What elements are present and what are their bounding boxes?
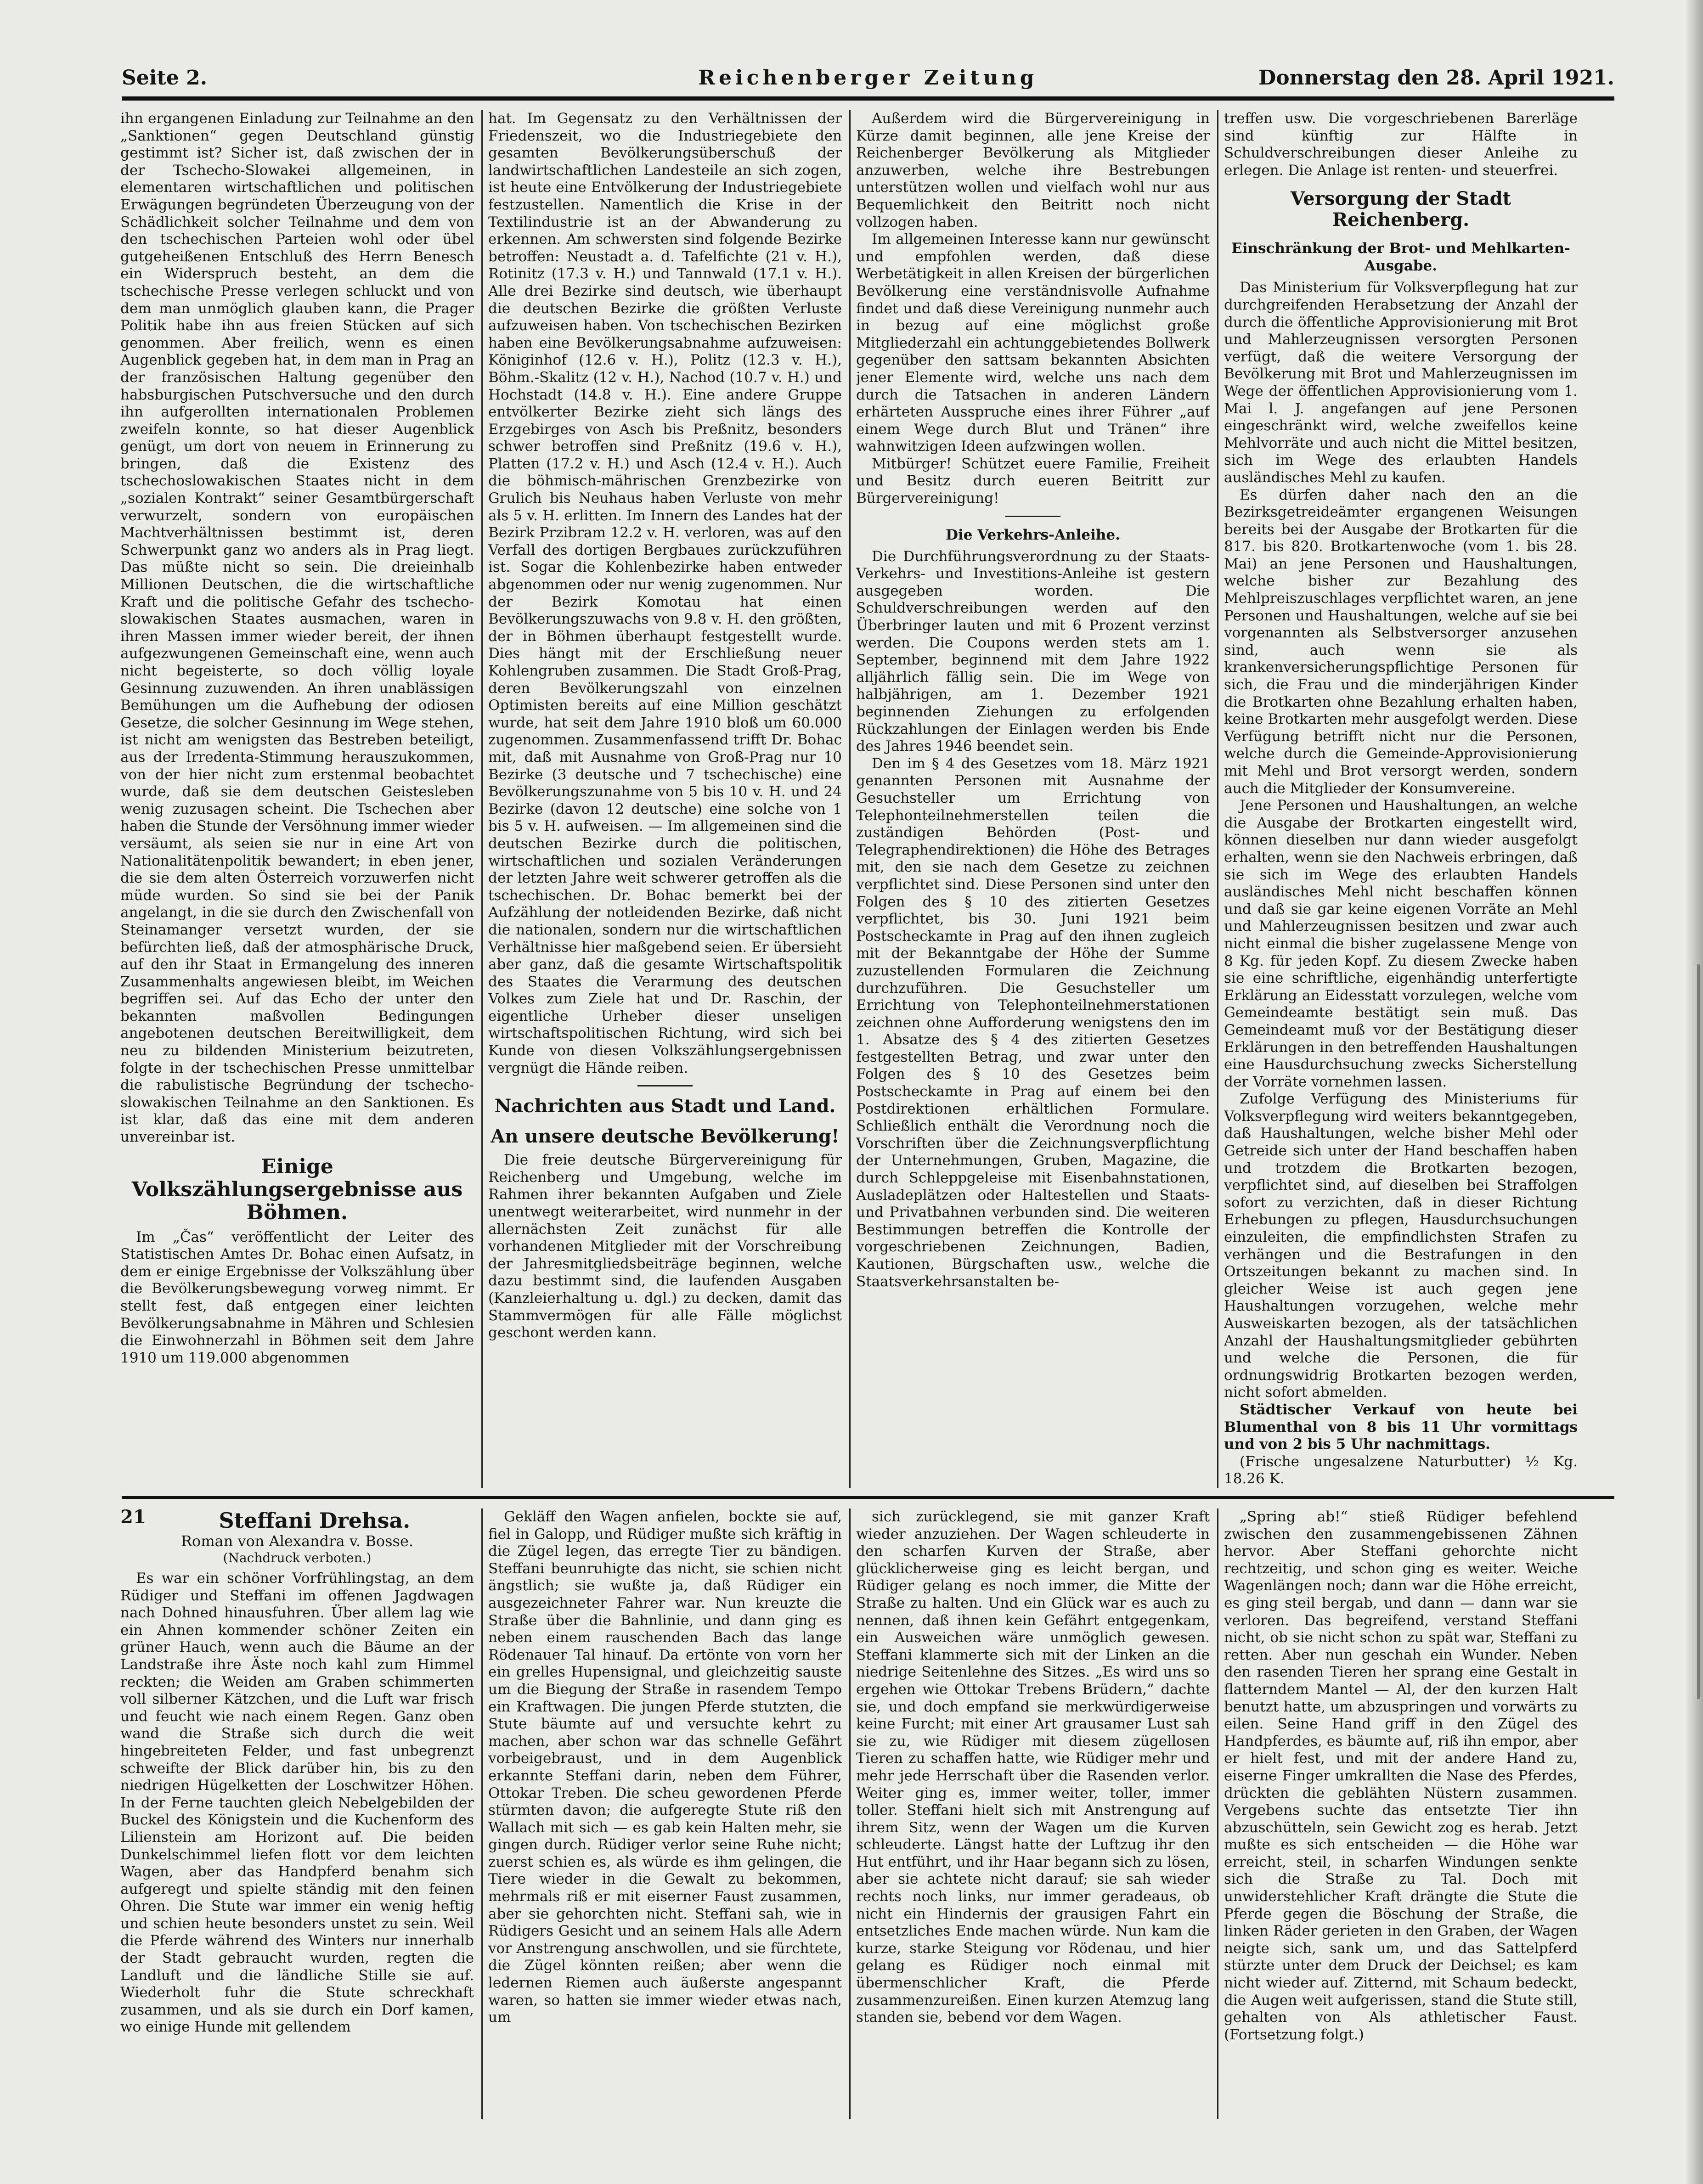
- article-census-text: Im „Čas“ veröffentlicht der Leiter des Statistischen Amtes Dr. Bohac einen Aufsatz, in dem er einige Ergebnisse der Volkszählung über die Bevölkerungsbewegung vorweg nimmt. Er stellt fest, daß entgegen einer leichten Bevölkerungsabnahme in Mähren und Schlesien die Einwohnerzahl in Böhmen seit dem Jahre 1910 um 119.000 abgenommen: [120, 1228, 474, 1366]
- novel-text: Es war ein schöner Vorfrühlingstag, an dem Rüdiger und Steffani im offenen Jagdwagen nach Dohned hinausfuhren. Über allem lag wie ein Ahnen kommender schöner Zeiten ein grüner Hauch, wenn auch die Bäume an der Landstraße ihre Äste noch kahl zum Himmel reckten; die Weiden am Graben schimmerten voll silberner Kätzchen, und die Luft war frisch und feucht wie nach einem Regen. Ganz oben wand die Straße sich durch die weit hingebreiteten Felder, und fast unbegrenzt schweifte der Blick darüber hin, bis zu den niedrigen Hügelketten der Loschwitzer Höhen. In der Ferne tauchten gleich Nebelgebilden der Buckel des Königstein und die Kuchenform des Lilienstein am Horizont auf. Die beiden Dunkelschimmel liefen flott vor dem leichten Wagen, aber das Handpferd benahm sich aufgeregt und spielte ständig mit den feinen Ohren. Die Stute war immer ein wenig heftig und schien heute besonders unstet zu sein. Weil die Pferde während des Winters nur innerhalb der Stadt gebraucht wurden, regten die Landluft und die ländliche Stille sie auf. Wiederholt fuhr die Stute schreckhaft zusammen, und als sie durch ein Dorf kamen, wo einige Hunde mit gellendem: [120, 1570, 474, 2036]
- column-rule: [1217, 110, 1218, 1488]
- heading-city-supply: Versorgung der Stadt Reichenberg.: [1290, 188, 1511, 231]
- section-divider: [1005, 516, 1060, 517]
- scan-edge-line: [1697, 964, 1700, 1699]
- column-rule: [849, 1509, 851, 2119]
- article-supply-text-4: Zufolge Verfügung des Ministeriums für Volksverpflegung wird weiters bekanntgegeben, daß Haushaltungen, welche bisher Mehl oder Getreide sich unter der Hand beschaffen haben und trotzdem die Brotkarten bezogen, verpflichtet sind, auf dieselben bei Straffolgen sofort zu verzichten, daß in dieser Richtung Erhebungen zu pflegen, Hausdurchsuchungen einzuleiten, die empfindlichsten Strafen zu verhängen und die Bestrafungen in den Ortszeitungen bekannt zu machen sind. In gleicher Weise ist auch gegen jene Haushaltungen vorzugehen, welche mehr Ausweiskarten bezogen, als der tatsächlichen Anzahl der Haushaltungsmitglieder gebührten und welche die Personen, die für ordnungswidrig Brotkarten bezogen werden, nicht sofort abmelden.: [1224, 1091, 1578, 1401]
- section-divider: [637, 1085, 693, 1086]
- column-3: [856, 110, 1210, 1488]
- article-census-continued: hat. Im Gegensatz zu den Verhältnissen der Friedenszeit, wo die Industriegebiete den gesamten Bevölkerungsüberschuß der landwirtschaftlichen Landesteile an sich zogen, ist heute eine Entvölkerung der Industriegebiete festzustellen. Namentlich die Krise in der Textilindustrie ist an der Abwanderung zu erkennen. Am schwersten sind folgende Bezirke betroffen: Neustadt a. d. Tafelfichte (21 v. H.), Rotinitz (17.3 v. H.) und Tannwald (17.1 v. H.). Alle drei Bezirke sind deutsch, wie überhaupt die deutschen Bezirke die größten Verluste aufzuweisen haben. Von tschechischen Bezirken haben eine Bevölkerungsabnahme aufzuweisen: Königinhof (12.6 v. H.), Politz (12.3 v. H.), Böhm.-Skalitz (12 v. H.), Nachod (10.7 v. H.) und Hochstadt (14.8 v. H.). Eine andere Gruppe entvölkerter Bezirke zieht sich längs des Erzgebirges von Asch bis Preßnitz, besonders schwer betroffen sind Preßnitz (19.6 v. H.), Platten (17.2 v. H.) und Asch (12.4 v. H.). Auch die böhmisch-mährischen Grenzbezirke von Grulich bis Neuhaus haben Verluste von mehr als 5 v. H. erlitten. Im Innern des Landes hat der Bezirk Przibram 12.2 v. H. verloren, was auf den Verfall des dortigen Bergbaues zurückzuführen ist. Sogar die Kohlenbezirke haben entweder abgenommen oder nur wenig zugenommen. Nur der Bezirk Komotau hat einen Bevölkerungszuwachs von 9.8 v. H. den größten, der in Böhmen überhaupt festgestellt wurde. Dies hängt mit der Erschließung neuer Kohlengruben zusammen. Die Stadt Groß-Prag, deren Bevölkerungszahl von einzelnen Optimisten bereits auf eine Million geschätzt wurde, hat seit dem Jahre 1910 bloß um 60.000 zugenommen. Zusammenfassend trifft Dr. Bohac mit, daß mit Ausnahme von Groß-Prag nur 10 Bezirke (3 deutsche und 7 tschechische) eine Bevölkerungszunahme von 5 bis 10 v. H. und 24 Bezirke (davon 12 deutsche) eine solche von 1 bis 5 v. H. aufweisen. — Im allgemeinen sind die deutschen Bezirke durch die politischen, wirtschaftlichen und sozialen Veränderungen der letzten Jahre weit schwerer getroffen als die tschechischen. Dr. Bohac bemerkt bei der Aufzählung der notleidenden Bezirke, daß nicht die nationalen, sondern nur die wirtschaftlichen Verhältnisse hier maßgebend seien. Er übersieht aber ganz, daß die gesamte Wirtschaftspolitik des Staates die Verarmung des deutschen Volkes zum Ziele hat und Dr. Raschin, der eigentliche Urheber dieser unseligen wirtschaftspolitischen Richtung, wird sich bei Kunde von diesen Volkszählungsergebnissen vergnügt die Hände reiben.: [488, 110, 842, 1076]
- article-appeal-call: Mitbürger! Schützet euere Familie, Freiheit und Besitz durch eueren Beitritt zur Bürgervereinigung!: [856, 455, 1210, 507]
- column-rule: [481, 1509, 483, 2119]
- column-2: [488, 110, 842, 1488]
- article-supply-text: Das Ministerium für Volksverpflegung hat zur durchgreifenden Herabsetzung der Anzahl der durch die öffentliche Approvisionierung mit Brot und Mahlerzeugnissen versorgten Personen verfügt, daß die weitere Versorgung der Bevölkerung mit Brot und Mahlerzeugnissen im Wege der öffentlichen Approvisionierung vom 1. Mai l. J. angefangen auf jene Personen eingeschränkt wird, welche zweifellos keine Mehlvorräte und auch nicht die Mittel besitzen, sich im Wege des erlaubten Handels ausländisches Mehl zu kaufen.: [1224, 279, 1578, 486]
- subheading-bread-cards: Einschränkung der Brot- und Mehlkarten-Ausgabe.: [1231, 240, 1570, 275]
- column-rule: [849, 110, 851, 1488]
- article-loan-details: Den im § 4 des Gesetzes vom 18. März 1921 genannten Personen mit Ausnahme der Gesuchsteller um Errichtung von Telephonteilnehmerstellen teilen die zuständigen Behörden (Post- und Telegraphendirektionen) die Höhe des Betrages mit, den sie nach dem Gesetze zu zeichnen verpflichtet sind. Diese Personen sind unter den Folgen des § 10 des zitierten Gesetzes verpflichtet, bis 30. Juni 1921 beim Postscheckamte in Prag auf den ihnen zugleich mit der Bekanntgabe der Höhe der Summe zuzustellenden Formularen die Zeichnung durchzuführen. Die Gesuchsteller um Errichtung von Telephonteilnehmerstationen zeichnen ohne Aufforderung wenigstens den im 1. Absatze des § 4 des zitierten Gesetzes festgestellten Betrag, und zwar unter den Folgen des § 10 des Gesetzes beim Postscheckamte in Prag auf einem bei den Postdirektionen erhältlichen Formulare. Schließlich enthält die Verordnung noch die Vorschriften über die Zeichnungsverpflichtung der Unternehmungen, Gruben, Magazine, die durch Schleppgeleise mit Eisenbahnstationen, Ausladeplätzen oder Haltestellen und Staats- und Privatbahnen verbunden sind. Die weiteren Bestimmungen betreffen die Kontrolle der vorgeschriebenen Zeichnungen, Badien, Kautionen, Bürgschaften usw., welche die Staatsverkehrsanstalten be-: [856, 755, 1210, 1290]
- novel-column-1: [120, 1509, 474, 2119]
- novel-title: Steffani Drehsa.: [219, 1509, 411, 1533]
- price-butter: (Frische ungesalzene Naturbutter) ½ Kg. 18.26 K.: [1224, 1453, 1578, 1487]
- article-appeal-text: Die freie deutsche Bürgervereinigung für Reichenberg und Umgebung, welche im Rahmen ihrer bekannten Aufgaben und Ziele unentwegt weiterarbeitet, wird nunmehr in der allernächsten Zeit zunächst für alle vorhandenen Mitglieder mit der Vorschreibung der Jahresmitgliedsbeiträge beginnen, welche dazu bestimmt sind, die laufenden Ausgaben (Kanzleierhaltung u. dgl.) zu decken, damit das Stammvermögen für alle Fälle möglichst geschont werden kann.: [488, 1152, 842, 1341]
- heading-census-results: Einige Volkszählungsergebnisse aus Böhmen.: [131, 1154, 463, 1224]
- novel-column-4: [1224, 1509, 1578, 2119]
- heading-traffic-loan: Die Verkehrs-Anleihe.: [946, 526, 1120, 543]
- article-loan-continued: treffen usw. Die vorgeschriebenen Barerläge sind künftig zur Hälfte in Schuldverschreibungen dieser Anleihe zu erlegen. Die Anlage ist renten- und steuerfrei.: [1224, 110, 1578, 179]
- reprint-note: (Nachdruck verboten.): [223, 1550, 372, 1565]
- feuilleton-divider: [122, 1496, 1614, 1499]
- column-rule: [481, 110, 483, 1488]
- article-supply-text-3: Jene Personen und Haushaltungen, an welche die Ausgabe der Brotkarten eingestellt wird, können dieselben nur dann wieder ausgefolgt erhalten, wenn sie den Nachweis erbringen, daß sie sich im Wege des erlaubten Handels ausländisches Mehl nicht beschaffen können und daß sie gar keine eigenen Vorräte an Mehl und Mahlerzeugnissen besitzen und zwar auch nicht einmal die bisher zugelassene Menge von 8 Kg. für jeden Kopf. Zu diesem Zwecke haben sie eine schriftliche, eigenhändig unterfertigte Erklärung an Eidesstatt vorzulegen, welche vom Gemeindeamte bestätigt sein muß. Das Gemeindeamt muß vor der Bestätigung dieser Erklärungen in den betreffenden Haushaltungen eine Hausdurchsuchung zwecks Sicherstellung der Vorräte vornehmen lassen.: [1224, 797, 1578, 1090]
- newspaper-title: Reichenberger Zeitung: [698, 66, 1038, 90]
- article-appeal-interest: Im allgemeinen Interesse kann nur gewünscht und empfohlen werden, daß diese Werbetätigkeit in allen Kreisen der bürgerlichen Bevölkerung eine verständnisvolle Aufnahme findet und daß diese Vereinigung nunmehr auch in bezug auf eine möglichst große Mitgliederzahl ein achtunggebietendes Bollwerk gegenüber den sattsam bekannten Absichten jener Elemente wird, welche uns nach dem durch die Tatsachen in anderen Ländern erhärteten Ausspruche eines ihrer Führer „auf einem Wege durch Blut und Tränen“ ihre wahnwitzigen Ideen aufzwingen wollen.: [856, 231, 1210, 455]
- heading-appeal: An unsere deutsche Bevölkerung!: [491, 1126, 840, 1148]
- article-czech-sanctions-text: ihn ergangenen Einladung zur Teilnahme an den „Sanktionen“ gegen Deutschland günstig gestimmt ist? Sicher ist, daß zwischen der in der Tschecho-Slowakei allgemeinen, in elementaren wirtschaftlichen und politischen Erwägungen begründeten Überzeugung von der Schädlichkeit solcher Teilnahme und dem von den tschechischen Parteien wohl oder übel gutgeheißenen Entschluß des Herrn Benesch ein Widerspruch besteht, an dem die tschechische Presse verlegen schluckt und von dem man unmöglich glauben kann, die Prager Politik habe ihn aus freien Stücken auf sich genommen. Aber freilich, wenn es einen Augenblick gegeben hat, in dem man in Prag an der französischen Haltung gegenüber den habsburgischen Putschversuche und den durch ihn aufgerollten internationalen Problemen zweifeln konnte, so hat dieser Augenblick genügt, um dort von neuem in Erinnerung zu bringen, daß die Existenz des tschechoslowakischen Staates nicht in dem „sozialen Kontrakt“ seiner Gesamtbürgerschaft verwurzelt, sondern von europäischen Machtverhältnissen bestimmt ist, deren Schwerpunkt ganz wo anders als in Prag liegt. Das müßte nicht so sein. Die dreieinhalb Millionen Deutschen, die die wirtschaftliche Kraft und die politische Gefahr des tschecho-slowakischen Staates ausmachen, waren in ihren Massen immer wieder bereit, der ihnen aufgezwungenen Gemeinschaft eine, wenn auch nicht begeisterte, so doch völlig loyale Gesinnung zuzuwenden. An ihren unablässigen Bemühungen um die Aufhebung der odiosen Gesetze, die solcher Gesinnung im Wege stehen, ist nicht am wenigsten das Bestreben beteiligt, aus der Irredenta-Stimmung herauszukommen, von der hier nicht zum erstenmal beobachtet wurde, daß sie dem deutschen Geistesleben wenig zuzusagen scheint. Die Tschechen aber haben die Stunde der Versöhnung immer wieder versäumt, als seien sie nur in eine Art von Nationalitätenpolitik bewandert; in eben jener, die sie dem alten Österreich vorzuwerfen nicht müde wurden. So sind sie bei der Panik angelangt, in die sie durch den Zwischenfall von Steinamanger versetzt wurden, der sie befürchten ließ, daß der atmosphärische Druck, auf den ihr Staat in Ermangelung des inneren Zusammenhalts angewiesen bleibt, im Weichen begriffen sei. Auf das Echo der unter den bekannten maßvollen Bedingungen angebotenen deutschen Bereitwilligkeit, dem neu zu bildenden Ministerium beizutreten, folgte in der tschechischen Presse unmittelbar die rabulistische Begründung der tschecho-slowakischen Teilnahme an den Sanktionen. Es ist klar, daß das eine mit dem anderen unvereinbar ist.: [120, 110, 474, 1146]
- novel-author: Roman von Alexandra v. Bosse.: [180, 1532, 414, 1550]
- novel-text: sich zurücklegend, sie mit ganzer Kraft wieder anzuziehen. Der Wagen schleuderte in den scharfen Kurven der Straße, aber glücklicherweise ging es leicht bergan, und Rüdiger gelang es noch immer, die Mitte der Straße zu halten. Und ein Glück war es auch zu nennen, daß ihnen kein Gefährt entgegenkam, ein Ausweichen wäre unmöglich gewesen. Steffani klammerte sich mit der Linken an die niedrige Seitenlehne des Sitzes. „Es wird uns so ergehen wie Ottokar Trebens Brüdern,“ dachte sie, und doch empfand sie merkwürdigerweise keine Furcht; mit einer Art grausamer Lust sah sie zu, wie Rüdiger mit diesem zügellosen Tieren zu schaffen hatte, wie Rüdiger mehr und mehr jede Herrschaft über die Rasenden verlor. Weiter ging es, immer weiter, toller, immer toller. Steffani hielt sich mit Anstrengung auf ihrem Sitz, wenn der Wagen um die Kurven schleuderte. Längst hatte der Luftzug ihr den Hut entführt, und ihr Haar begann sich zu lösen, aber sie achtete nicht darauf; sie sah wieder rechts noch links, nur immer geradeaus, ob nicht ein Hindernis der grausigen Fahrt ein entsetzliches Ende machen würde. Nun kam die kurze, starke Steigung vor Rödenau, und hier gelang es Rüdiger noch einmal mit übermenschlicher Kraft, die Pferde zusammenzureißen. Einen kurzen Atemzug lang standen sie, bebend vor dem Wagen.: [856, 1509, 1210, 2026]
- page-number: Seite 2.: [122, 66, 208, 90]
- column-rule: [1217, 1509, 1218, 2119]
- city-sale-notice: Städtischer Verkauf von heute bei Blumenthal von 8 bis 11 Uhr vormittags und von 2 bis 5 Uhr nachmittags.: [1224, 1401, 1578, 1453]
- novel-column-3: [856, 1509, 1210, 2119]
- masthead: [122, 64, 1614, 101]
- novel-text: Gekläff den Wagen anfielen, bockte sie auf, fiel in Galopp, und Rüdiger mußte sich kräftig in die Zügel legen, das erregte Tier zu bändigen. Steffani beunruhigte das nicht, sie schien nicht ängstlich; sie wußte ja, daß Rüdiger ein ausgezeichneter Fahrer war. Nun kreuzte die Straße über die Bahnlinie, und dann ging es neben einem rauschenden Bach das lange Rödenauer Tal hinauf. Da ertönte von vorn her ein grelles Hupensignal, und gleichzeitig sauste um die Biegung der Straße in rasendem Tempo ein Kraftwagen. Die jungen Pferde stutzten, die Stute bäumte auf und versuchte kehrt zu machen, aber schon war das schnelle Gefährt vorbeigebraust, und in dem Augenblick erkannte Steffani darin, neben dem Führer, Ottokar Treben. Die scheu gewordenen Pferde stürmten davon; die aufgeregte Stute riß den Wallach mit sich — es gab kein Halten mehr, sie gingen durch. Rüdiger verlor seine Ruhe nicht; zuerst schien es, als würde es ihm gelingen, die Tiere wieder in die Gewalt zu bekommen, mehrmals riß er mit eiserner Faust zusammen, aber sie gehorchten nicht. Steffani sah, wie in Rüdigers Gesicht und an seinem Hals alle Adern vor Anstrengung anschwollen, und sie fürchtete, die Zügel könnten reißen; aber wenn die ledernen Riemen auch äußerste angespannt waren, so hatten sie immer wieder etwas nach, um: [488, 1509, 842, 2026]
- article-supply-text-2: Es dürfen daher nach den an die Bezirksgetreideämter ergangenen Weisungen bereits bei der Ausgabe der Brotkarten für die 817. bis 820. Brotkartenwoche (vom 1. bis 28. Mai) an jene Personen und Haushaltungen, welche bisher zur Bezahlung des Mehlpreiszuschlages verpflichtet waren, an jene Personen und Haushaltungen, welche auf sie bei vorgenannten als Selbstversorger anzusehen sind, auch wenn sie als krankenversicherungspflichtige Personen für sich, die Frau und die minderjährigen Kinder die Brotkarten ohne Bezahlung erhalten haben, keine Brotkarten mehr ausgefolgt werden. Diese Verfügung betrifft nicht nur die Personen, welche durch die Gemeinde-Approvisionierung mit Mehl und Brot versorgt werden, sondern auch die Mitglieder der Konsumvereine.: [1224, 486, 1578, 797]
- article-appeal-continued: Außerdem wird die Bürgervereinigung in Kürze damit beginnen, alle jene Kreise der Reichenberger Bevölkerung als Mitglieder anzuwerben, welche ihre Bestrebungen unterstützen wollen und vielfach wohl nur aus Bequemlichkeit den Beitritt noch nicht vollzogen haben.: [856, 110, 1210, 231]
- novel-column-2: [488, 1509, 842, 2119]
- issue-date: Donnerstag den 28. April 1921.: [1258, 66, 1614, 90]
- installment-number: 21: [120, 1509, 146, 1528]
- heading-city-news: Nachrichten aus Stadt und Land.: [494, 1095, 836, 1117]
- scan-edge: [1685, 0, 1703, 2184]
- column-4: [1224, 110, 1578, 1488]
- novel-text: „Spring ab!“ stieß Rüdiger befehlend zwischen den zusammengebissenen Zähnen hervor. Aber Steffani gehorchte nicht rechtzeitig, und schon ging es weiter. Weiche Wagenlängen noch; dann war die Höhe erreicht, es ging steil bergab, und dann — dann war sie verloren. Das begreifend, verstand Steffani nicht, ob sie nicht schon zu spät war, Steffani zu retten. Aber nun geschah ein Wunder. Neben den rasenden Tieren her sprang eine Gestalt in flatterndem Mantel — Al, der den kurzen Halt benutzt hatte, um abzuspringen und vorwärts zu eilen. Seine Hand griff in den Zügel des Handpferdes, es bäumte auf, riß ihn empor, aber er hielt fest, und mit der andere Hand zu, eiserne Finger umkrallten die Nase des Pferdes, drückten die geblähten Nüstern zusammen. Vergebens suchte das entsetzte Tier ihn abzuschütteln, sein Gewicht zog es herab. Jetzt mußte es sich entscheiden — die Höhe war erreicht, steil, in scharfen Windungen senkte sich die Straße zu Tal. Doch mit unwiderstehlicher Kraft drängte die Stute die Pferde gegen die Böschung der Straße, die linken Räder gerieten in den Graben, der Wagen neigte sich, sank um, und das Sattelpferd stürzte unter dem Druck der Deichsel; es kam nicht wieder auf. Zitternd, mit Schaum bedeckt, die Augen weit aufgerissen, stand die Stute still, gehalten von Als athletischer Faust. (Fortsetzung folgt.): [1224, 1509, 1578, 2043]
- article-loan-text: Die Durchführungsverordnung zu der Staats-Verkehrs- und Investitions-Anleihe ist gestern ausgegeben worden. Die Schuldverschreibungen werden auf den Überbringer lauten und mit 6 Prozent verzinst werden. Die Coupons werden stets am 1. September, beginnend mit dem Jahre 1922 alljährlich fällig sein. Die im Wege von halbjährigen, am 1. Dezember 1921 beginnenden Ziehungen zu erfolgenden Rückzahlungen der Einlagen werden bis Ende des Jahres 1946 beendet sein.: [856, 548, 1210, 755]
- column-1: [120, 110, 474, 1488]
